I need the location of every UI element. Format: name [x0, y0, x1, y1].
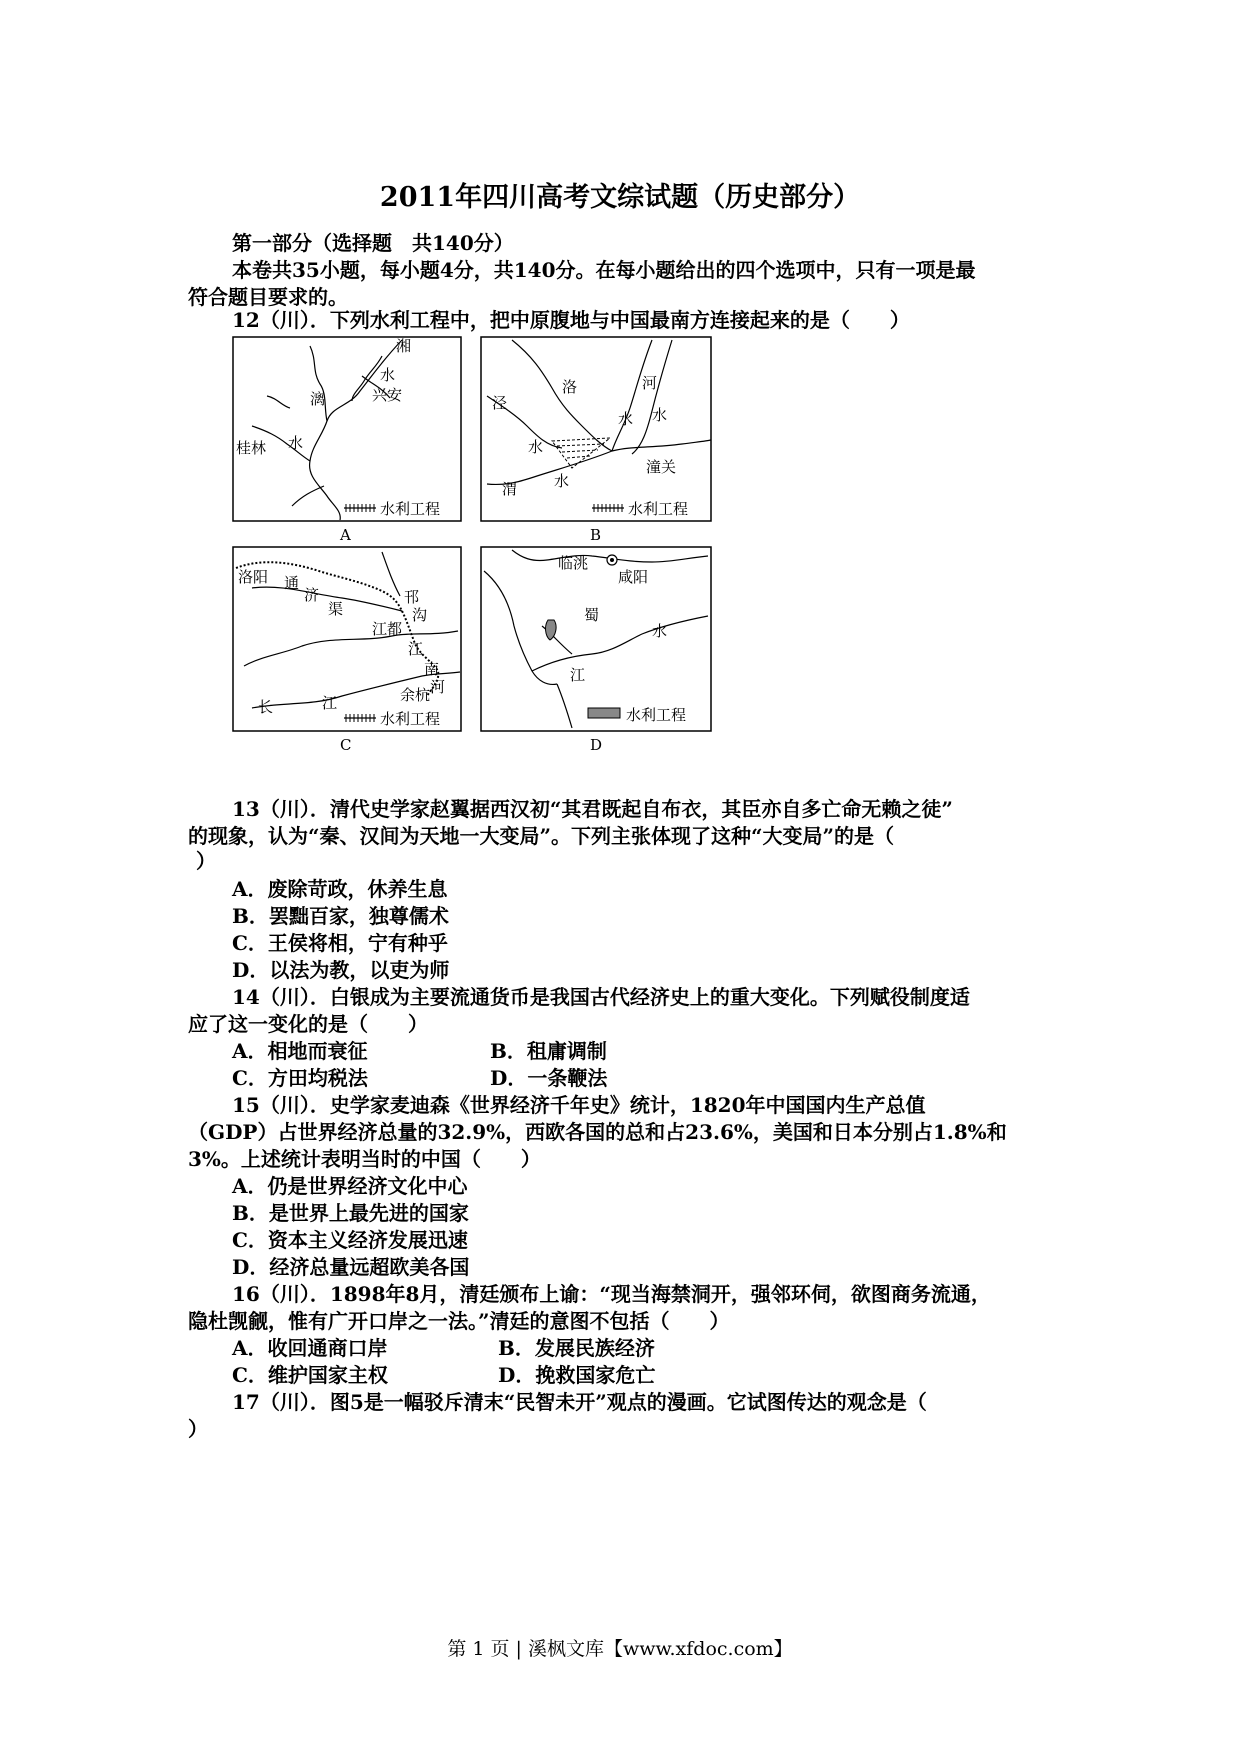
question-14-option-d: D．一条鞭法: [490, 1066, 608, 1090]
map-c-label-3: 济: [304, 586, 320, 604]
question-17-line1: 17（川）．图5是一幅驳斥清末“民智未开”观点的漫画。它试图传达的观念是（: [232, 1390, 927, 1414]
map-d-label-1: 临洮: [558, 554, 589, 572]
map-c-label-13: 江: [322, 694, 338, 712]
map-c-label-1: 洛阳: [238, 568, 269, 586]
section-instruction-line2: 符合题目要求的。: [188, 285, 348, 309]
question-15-option-b: B．是世界上最先进的国家: [232, 1201, 469, 1225]
map-c-label-7: 江都: [372, 620, 403, 638]
map-d: [481, 547, 711, 731]
question-15-line2: （GDP）占世界经济总量的32.9%，西欧各国的总和占23.6%，美国和日本分别占1.8%和: [188, 1120, 1007, 1144]
map-a-label-2: 水: [380, 366, 396, 384]
map-d-legend: 水利工程: [626, 706, 687, 724]
map-c-label-9: 南: [424, 660, 440, 678]
map-a: [233, 337, 461, 521]
question-13-option-a: A．废除苛政，休养生息: [232, 877, 448, 901]
question-15-option-c: C．资本主义经济发展迅速: [232, 1228, 468, 1252]
map-a-label-3: 兴安: [372, 386, 403, 404]
question-16-option-c: C．维护国家主权: [232, 1363, 388, 1387]
question-14-option-a: A．相地而衰征: [232, 1039, 368, 1063]
map-c-label-8: 江: [408, 640, 424, 658]
map-c-label-12: 长: [258, 698, 274, 716]
question-16-option-a: A．收回通商口岸: [232, 1336, 388, 1360]
map-a-label-1: 湘: [396, 337, 412, 355]
map-d-label-4: 水: [652, 622, 668, 640]
map-c-label-6: 沟: [412, 606, 428, 624]
question-13-line3: ）: [196, 849, 216, 873]
map-b-label-8: 水: [554, 472, 570, 490]
map-b-label-7: 渭: [502, 480, 518, 498]
question-13-option-c: C．王侯将相，宁有种乎: [232, 931, 448, 955]
section-instruction-line1: 本卷共35小题，每小题4分，共140分。在每小题给出的四个选项中，只有一项是最: [232, 258, 976, 282]
question-14-line2: 应了这一变化的是（ ）: [188, 1012, 428, 1036]
map-b-label-4: 水: [652, 406, 668, 424]
question-16-option-d: D．挽救国家危亡: [498, 1363, 656, 1387]
question-15-option-d: D．经济总量远超欧美各国: [232, 1255, 470, 1279]
question-17-line2: ）: [188, 1417, 208, 1441]
map-c-label-5: 邗: [404, 588, 420, 606]
map-b: [481, 337, 711, 521]
map-d-label-5: 江: [570, 666, 586, 684]
page-title: 2011年四川高考文综试题（历史部分）: [379, 182, 861, 213]
map-b-label-6: 水: [528, 438, 544, 456]
map-a-legend: 水利工程: [380, 500, 441, 518]
section-heading: 第一部分（选择题 共140分）: [232, 231, 514, 255]
question-15-line1: 15（川）．史学家麦迪森《世界经济千年史》统计，1820年中国国内生产总值: [232, 1093, 926, 1117]
map-c: [233, 547, 461, 731]
map-d-label-2: 咸阳: [618, 568, 649, 586]
question-14-option-b: B．租庸调制: [490, 1039, 607, 1063]
map-b-caption: B: [590, 526, 602, 544]
map-a-caption: A: [340, 526, 351, 544]
question-14-option-c: C．方田均税法: [232, 1066, 368, 1090]
map-c-legend: 水利工程: [380, 710, 441, 728]
page-footer: 第 1 页 | 溪枫文库【www.xfdoc.com】: [447, 1638, 793, 1660]
map-c-label-4: 渠: [328, 600, 344, 618]
question-16-line2: 隐杜觊觎，惟有广开口岸之一法。”清廷的意图不包括（ ）: [188, 1309, 730, 1333]
map-c-caption: C: [340, 736, 352, 754]
map-c-label-11: 余杭: [400, 686, 431, 704]
question-13-line1: 13（川）．清代史学家赵翼据西汉初“其君既起自布衣，其臣亦自多亡命无赖之徒”: [232, 797, 953, 821]
map-a-label-5: 水: [288, 434, 304, 452]
question-13-option-d: D．以法为教，以吏为师: [232, 958, 450, 982]
question-16-option-b: B．发展民族经济: [498, 1336, 655, 1360]
question-15-line3: 3%。上述统计表明当时的中国（ ）: [188, 1147, 541, 1171]
map-b-label-1: 泾: [492, 394, 508, 412]
map-c-label-10: 河: [430, 678, 446, 696]
map-d-caption: D: [590, 736, 603, 754]
map-c-label-2: 通: [284, 574, 300, 592]
question-12-stem: 12（川）．下列水利工程中，把中原腹地与中国最南方连接起来的是（ ）: [232, 308, 910, 332]
question-16-line1: 16（川）．1898年8月，清廷颁布上谕：“现当海禁洞开，强邻环伺，欲图商务流通，: [232, 1282, 991, 1306]
map-b-label-3: 河: [642, 374, 658, 392]
map-b-label-9: 潼关: [646, 458, 677, 476]
question-13-line2: 的现象，认为“秦、汉间为天地一大变局”。下列主张体现了这种“大变局”的是（: [188, 824, 895, 848]
map-b-label-5: 水: [618, 410, 634, 428]
map-d-label-3: 蜀: [584, 606, 600, 624]
question-14-line1: 14（川）．白银成为主要流通货币是我国古代经济史上的重大变化。下列赋役制度适: [232, 985, 970, 1009]
question-12-maps-figure: [232, 336, 716, 760]
map-a-label-6: 桂林: [236, 439, 267, 457]
question-15-option-a: A．仍是世界经济文化中心: [232, 1174, 468, 1198]
map-b-legend: 水利工程: [628, 500, 689, 518]
map-a-label-4: 漓: [310, 390, 326, 408]
map-b-label-2: 洛: [562, 378, 578, 396]
question-13-option-b: B．罢黜百家，独尊儒术: [232, 904, 449, 928]
